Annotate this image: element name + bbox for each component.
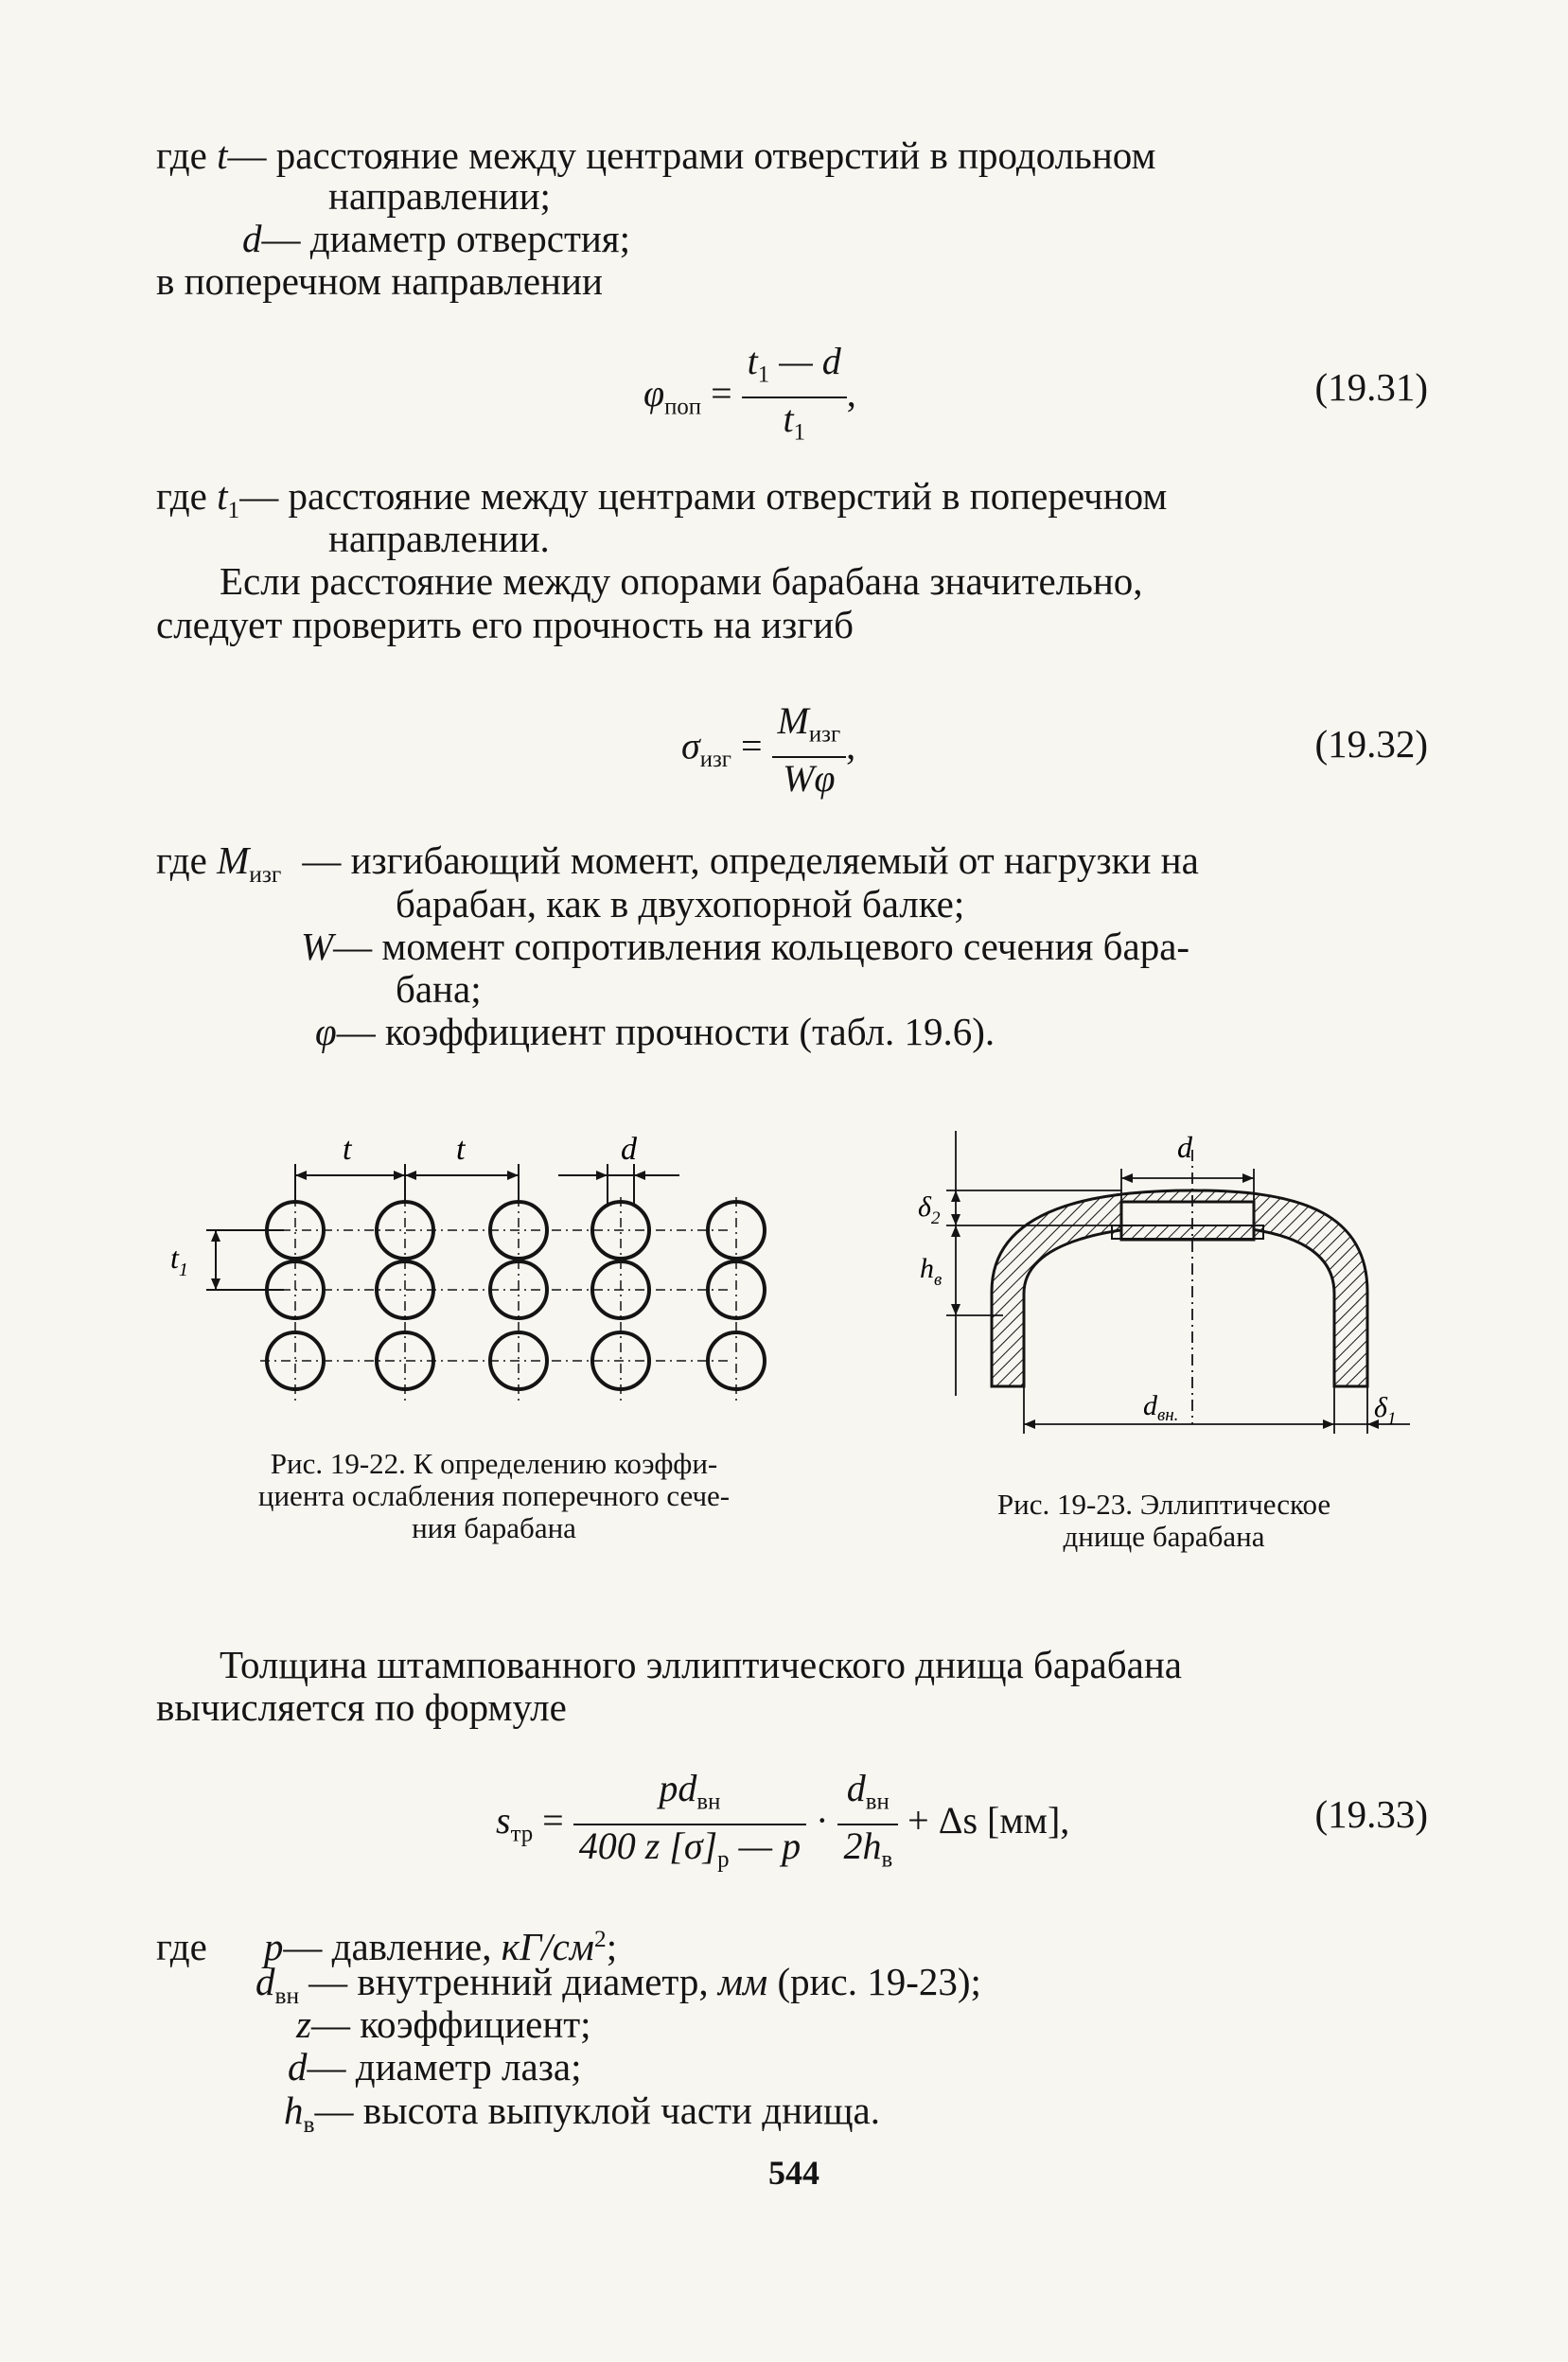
fraction-19-33-a: $\frac{pd_{вн}}{400 z [\sigma]_р — p}$ bbox=[573, 1768, 806, 1880]
figure-19-23 bbox=[908, 1112, 1438, 1462]
fraction-19-32: $\frac{M_{изг}}{W\varphi}$ bbox=[772, 700, 847, 800]
def-d: d— диаметр отверстия; bbox=[242, 217, 631, 260]
label-t-a: t bbox=[343, 1132, 352, 1167]
page-number: 544 bbox=[768, 2154, 819, 2192]
label-delta1: $\delta_1$ bbox=[1374, 1392, 1397, 1429]
def-w: W— момент сопротивления кольцевого сечения бара- bbox=[301, 925, 1190, 968]
hole-r3-c5 bbox=[708, 1332, 765, 1389]
def-t: где t— расстояние между центрами отверстий в продольном bbox=[156, 133, 1156, 177]
hole-r1-c5 bbox=[708, 1202, 765, 1259]
paragraph-2-line-1: Толщина штампованного эллиптического днища барабана bbox=[220, 1643, 1182, 1686]
fraction-19-33-b: $\frac{d_{вн}}{2h_в}$ bbox=[837, 1768, 898, 1880]
def-hv: $h_в—$ высота выпуклой части днища. bbox=[284, 2089, 880, 2138]
def-t1: где $t_1—$ расстояние между центрами отверстий в поперечном bbox=[156, 474, 1168, 523]
def-dvn: $d_{вн}$ — внутренний диаметр, мм (рис. 19-23); bbox=[255, 1960, 981, 2009]
paragraph-1-line-1: Если расстояние между опорами барабана значительно, bbox=[220, 559, 1143, 603]
caption-19-22: Рис. 19-22. К определению коэффи- циента ослабления поперечного сече- ния барабана bbox=[257, 1447, 731, 1544]
def-m: где $M_{изг}$ — изгибающий момент, определяемый от нагрузки на bbox=[156, 838, 1199, 888]
fraction-19-31: $\frac{t_1 — d}{t_1}$ bbox=[742, 341, 847, 453]
label-d: d bbox=[621, 1132, 637, 1167]
paragraph-2-line-2: вычисляется по формуле bbox=[156, 1685, 567, 1729]
def-p: где p— давление, $кГ/см^2$; bbox=[156, 1924, 618, 1968]
label-manhole-d: d bbox=[1177, 1130, 1192, 1164]
label-delta2: $\delta_2$ bbox=[918, 1191, 941, 1228]
def-t1-cont: направлении. bbox=[328, 517, 550, 560]
equation-19-32: $\sigma_{изг}$ = $\frac{M_{изг}}{W\varphi}$ , bbox=[681, 699, 856, 800]
def-m-cont: барабан, как в двухопорной балке; bbox=[396, 882, 965, 925]
def-w-cont: бана; bbox=[396, 967, 482, 1011]
figure-19-22 bbox=[161, 1117, 814, 1438]
def-z: z— коэффициент; bbox=[296, 2002, 591, 2046]
def-phi: φ— коэффициент прочности (табл. 19.6). bbox=[315, 1010, 995, 1053]
equation-19-31: $\varphi_{поп}$ = $\frac{t_1 — d}{t_1}$ , bbox=[643, 341, 856, 453]
def-d-manhole: d— диаметр лаза; bbox=[288, 2045, 582, 2089]
paragraph-1-line-2: следует проверить его прочность на изгиб bbox=[156, 603, 854, 646]
caption-19-23: Рис. 19-23. Эллиптическое днище барабана bbox=[996, 1488, 1331, 1553]
equation-number-19-32: (19.32) bbox=[1314, 722, 1428, 766]
transverse-intro: в поперечном направлении bbox=[156, 259, 603, 303]
equation-19-33: $s_{тр}$ = $\frac{pd_{вн}}{400 z [\sigma]_р — p}$ · $\frac{d_{вн}}{2h_в}$ + Δs [мм], bbox=[496, 1768, 1069, 1880]
label-hv: $h_в$ bbox=[920, 1253, 943, 1290]
label-t1: $t_1$ bbox=[170, 1241, 188, 1280]
equation-number-19-33: (19.33) bbox=[1314, 1792, 1428, 1836]
label-dvn: $d_{вн.}$ bbox=[1143, 1390, 1179, 1425]
equation-number-19-31: (19.31) bbox=[1314, 365, 1428, 409]
def-t-cont: направлении; bbox=[328, 174, 551, 218]
label-t-b: t bbox=[456, 1132, 466, 1167]
